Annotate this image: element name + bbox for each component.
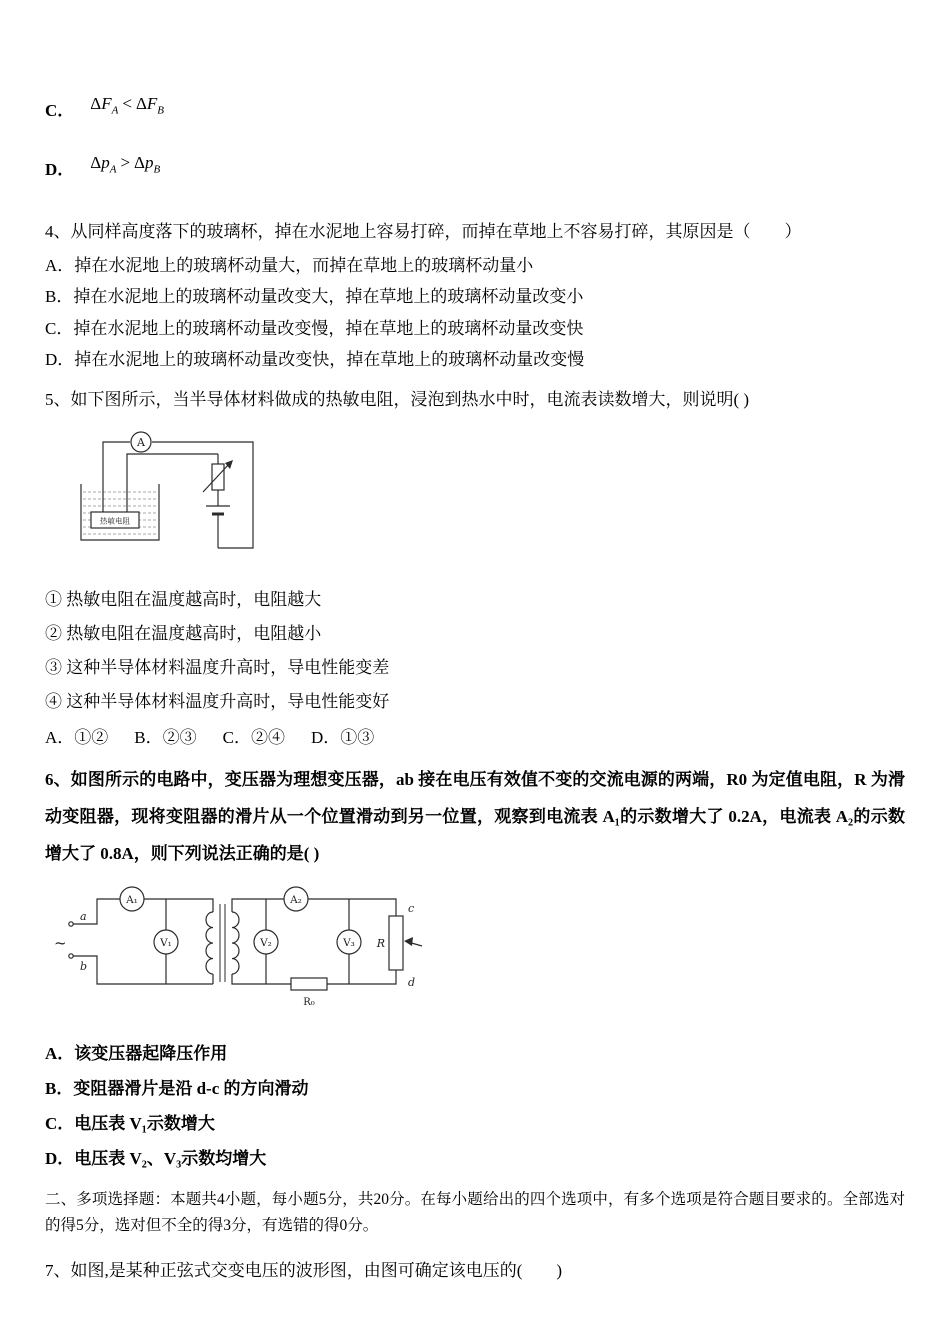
question-5 — [45, 383, 905, 755]
formula-sub: B — [153, 163, 161, 176]
question-4-option-b: B．掉在水泥地上的玻璃杯动量改变大，掉在草地上的玻璃杯动量改变小 — [45, 287, 584, 307]
question-6 — [45, 761, 905, 1177]
q5-answer-c: C．②④ — [222, 728, 285, 748]
q6-circuit-svg — [51, 884, 429, 1012]
formula-var: p — [144, 153, 154, 173]
q5-answer-a: A．①② — [45, 728, 109, 748]
formula-var: F — [101, 94, 112, 113]
option-c-formula — [90, 94, 164, 116]
formula-var: F — [146, 94, 158, 113]
q6-circuit-figure — [51, 884, 905, 1017]
terminal-b — [69, 954, 73, 958]
resistor-r0 — [291, 978, 327, 990]
rheostat-r-label: R — [376, 937, 385, 951]
q5-answer-b: B．②③ — [134, 728, 197, 748]
delta: Δ — [90, 94, 102, 113]
ac-symbol: ~ — [54, 934, 67, 953]
q5-circuit-svg — [53, 428, 281, 564]
ammeter-2-label: A₂ — [290, 894, 302, 907]
option-d-label: D． — [45, 160, 75, 180]
question-7-stem: 7、如图,是某种正弦式交变电压的波形图，由图可确定该电压的( ) — [45, 1260, 563, 1280]
terminal-c-label: c — [408, 902, 415, 916]
question-6-option-c: C．电压表 V₁示数增大 — [45, 1114, 215, 1134]
voltmeter-2-label: V₂ — [260, 937, 272, 950]
wires — [103, 442, 253, 548]
formula-sub: A — [109, 163, 117, 176]
option-c-row — [45, 96, 905, 123]
q5-answer-d: D．①③ — [310, 728, 375, 748]
terminal-a-label: a — [80, 910, 87, 924]
terminal-a — [69, 922, 73, 926]
ammeter-1-label: A₁ — [126, 894, 138, 907]
voltmeter-3-label: V₃ — [343, 937, 355, 950]
delta: Δ — [135, 94, 147, 113]
question-6-option-d: D．电压表 V₂、V₃示数均增大 — [45, 1148, 267, 1168]
question-4-stem: 4、从同样高度落下的玻璃杯，掉在水泥地上容易打碎，而掉在草地上不容易打碎，其原因是（ ） — [45, 221, 802, 241]
question-4-option-d: D．掉在水泥地上的玻璃杯动量改变快，掉在草地上的玻璃杯动量改变慢 — [45, 349, 585, 369]
formula-op: < — [122, 94, 132, 113]
q5-statement-4: ④ 这种半导体材料温度升高时，导电性能变好 — [45, 692, 390, 712]
q5-statements — [45, 583, 905, 719]
q5-answer-row — [45, 721, 905, 755]
resistor-r0-label: R₀ — [303, 997, 315, 1009]
wiper-arrowhead — [404, 937, 413, 946]
formula-op: > — [120, 153, 131, 173]
question-6-option-b: B．变阻器滑片是沿 d-c 的方向滑动 — [45, 1079, 309, 1099]
delta: Δ — [90, 153, 102, 173]
formula-var: p — [101, 153, 110, 173]
delta: Δ — [134, 153, 145, 173]
option-c-label: C． — [45, 101, 75, 120]
terminal-b-label: b — [80, 960, 88, 974]
primary-wires — [73, 899, 213, 984]
rheostat — [203, 463, 230, 492]
section-2-header: 二、多项选择题：本题共4小题，每小题5分，共20分。在每小题给出的四个选项中，有多个选项是符合题目要求的。全部选对的得5分，选对但不全的得3分，有选错的得0分。 — [45, 1190, 905, 1235]
rheostat-r — [389, 916, 403, 970]
q5-statement-2: ② 热敏电阻在温度越高时，电阻越小 — [45, 624, 322, 644]
option-d-row — [45, 155, 905, 182]
q5-circuit-figure — [53, 428, 905, 569]
question-6-stem: 6、如图所示的电路中，变压器为理想变压器，ab 接在电压有效值不变的交流电源的两端，R0 为定值电阻，R 为滑动变阻器，现将变阻器的滑片从一个位置滑动到另一位置，观察到电流表 A₁的示数增大了 0.2A，电流表 A₂的示数增大了 0.8A，则下列说法正确的是( ) — [45, 770, 905, 864]
question-4 — [45, 215, 905, 376]
battery — [206, 506, 230, 514]
q5-statement-3: ③ 这种半导体材料温度升高时，导电性能变差 — [45, 658, 390, 678]
formula-sub: B — [157, 104, 164, 117]
question-4-option-a: A．掉在水泥地上的玻璃杯动量大，而掉在草地上的玻璃杯动量小 — [45, 255, 534, 275]
question-6-option-a: A．该变压器起降压作用 — [45, 1044, 228, 1064]
transformer — [206, 904, 239, 982]
question-5-stem: 5、如下图所示，当半导体材料做成的热敏电阻，浸泡到热水中时，电流表读数增大，则说明( ) — [45, 390, 750, 410]
formula-sub: A — [111, 104, 119, 117]
q5-statement-1: ① 热敏电阻在温度越高时，电阻越大 — [45, 590, 322, 610]
ammeter-label: A — [137, 436, 145, 450]
terminal-d-label: d — [408, 976, 416, 990]
option-d-formula — [90, 153, 160, 175]
thermistor-label: 热敏电阻 — [100, 516, 130, 526]
q6-options — [45, 1037, 905, 1176]
voltmeter-1-label: V₁ — [160, 937, 172, 950]
question-4-option-c: C．掉在水泥地上的玻璃杯动量改变慢，掉在草地上的玻璃杯动量改变快 — [45, 318, 584, 338]
